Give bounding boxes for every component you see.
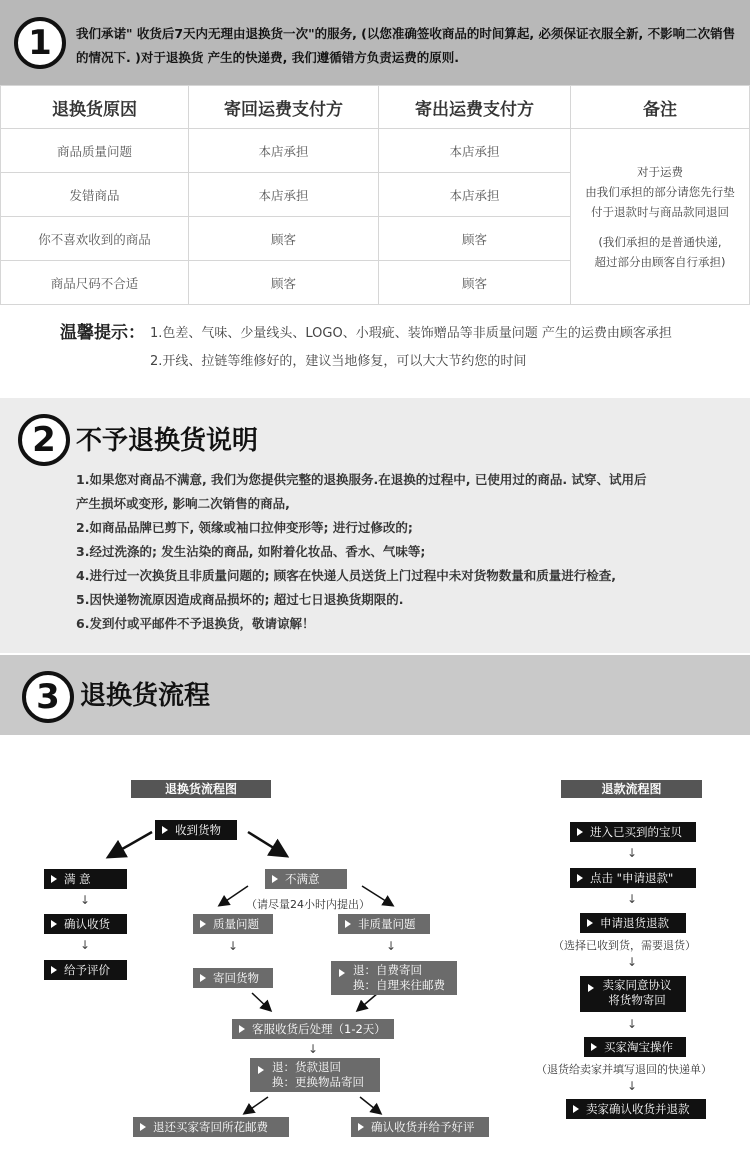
flow-final-right bbox=[351, 1117, 489, 1137]
cell-reason: 商品尺码不合适 bbox=[1, 261, 189, 305]
play-icon bbox=[577, 874, 583, 882]
rule-line: 3.经过洗涤的; 发生沾染的商品, 如附着化妆品、香水、气味等; bbox=[76, 544, 426, 559]
cell-return-payer: 顾客 bbox=[189, 217, 379, 261]
flow-service bbox=[232, 1019, 394, 1039]
down-arrow-icon: ↓ bbox=[80, 938, 91, 952]
rule-line: 1.如果您对商品不满意, 我们为您提供完整的退换服务.在退换的过程中, 已使用过的商品. 试穿、试用后 bbox=[76, 472, 647, 487]
cell-send-payer: 顾客 bbox=[379, 261, 571, 305]
arrow-to-service-left bbox=[252, 993, 270, 1010]
flow-satisfied-label: 满 意 bbox=[64, 872, 91, 886]
flow-chart-title: 退换货流程图 bbox=[131, 780, 271, 798]
down-arrow-icon: ↓ bbox=[627, 955, 638, 969]
refund-note-1: （选择已收到货，需要退货） bbox=[553, 939, 696, 952]
refund-step-4a-label: 卖家同意协议 bbox=[602, 978, 672, 992]
flow-refund-replace bbox=[250, 1058, 380, 1092]
refund-step-1-label: 进入已买到的宝贝 bbox=[590, 825, 682, 839]
arrow-to-unsatisfied bbox=[248, 832, 285, 855]
rule-line: 6.发到付或平邮件不予退换货，敬请谅解！ bbox=[76, 616, 315, 631]
flow-return-exchange bbox=[331, 961, 457, 995]
play-icon bbox=[587, 919, 593, 927]
refund-step-3 bbox=[580, 913, 686, 933]
rule-line: 2.如商品品牌已剪下, 领缘或袖口拉伸变形等; 进行过修改的; bbox=[76, 520, 413, 535]
flow-quality-label: 质量问题 bbox=[213, 917, 259, 931]
down-arrow-icon: ↓ bbox=[228, 939, 239, 953]
play-icon bbox=[51, 875, 57, 883]
play-icon bbox=[140, 1123, 146, 1131]
header-send-shipping: 寄出运费支付方 bbox=[379, 86, 571, 129]
rule-line: 4.进行过一次换货且非质量问题的; 顾客在快递人员送货上门过程中未对货物数量和质量进行检查, bbox=[76, 568, 617, 583]
play-icon bbox=[162, 826, 168, 834]
flow-sendback-label: 寄回货物 bbox=[213, 971, 259, 985]
refund-step-6-label: 卖家确认收货并退款 bbox=[586, 1102, 690, 1116]
cell-reason: 你不喜欢收到的商品 bbox=[1, 217, 189, 261]
header-note: 备注 bbox=[571, 86, 750, 129]
flow-review-label: 给予评价 bbox=[64, 963, 110, 977]
flow-return-line: 退：自费寄回 bbox=[353, 963, 422, 977]
section-number-2: 2 bbox=[18, 414, 70, 466]
play-icon bbox=[51, 966, 57, 974]
play-icon bbox=[239, 1025, 245, 1033]
refund-step-3-label: 申请退货退款 bbox=[600, 916, 669, 930]
cell-send-payer: 顾客 bbox=[379, 217, 571, 261]
play-icon bbox=[258, 1066, 264, 1074]
arrow-to-final-right bbox=[360, 1097, 380, 1113]
refund-step-2-label: 点击 "申请退款" bbox=[590, 871, 674, 885]
flow-final-left-label: 退还买家寄回所花邮费 bbox=[153, 1120, 268, 1134]
play-icon bbox=[358, 1123, 364, 1131]
play-icon bbox=[51, 920, 57, 928]
promise-text: 我们承诺" 收货后7天内无理由退换货一次"的服务, (以您准确签收商品的时间算起, 必须保证衣服全新, 不影响二次销售的情况下. )对于退换货 产生的快递费, 我们遵循错方负责运费的原则. bbox=[76, 26, 736, 65]
note-line: (我们承担的是普通快递, bbox=[598, 234, 722, 249]
play-icon bbox=[588, 984, 594, 992]
play-icon bbox=[577, 828, 583, 836]
refund-step-2 bbox=[570, 868, 696, 888]
down-arrow-icon: ↓ bbox=[386, 939, 397, 953]
cell-reason: 商品质量问题 bbox=[1, 129, 189, 173]
flow-received-label: 收到货物 bbox=[175, 823, 221, 837]
refund-chart-title: 退款流程图 bbox=[561, 780, 702, 798]
refund-step-4 bbox=[580, 976, 686, 1012]
tip-line-1: 1.色差、气味、少量线头、LOGO、小瑕疵、装饰赠品等非质量问题 产生的运费由顾客承担 bbox=[150, 326, 672, 341]
flow-received bbox=[155, 820, 237, 840]
down-arrow-icon: ↓ bbox=[627, 1079, 638, 1093]
refund-step-5-label: 买家淘宝操作 bbox=[604, 1040, 673, 1054]
down-arrow-icon: ↓ bbox=[308, 1042, 319, 1056]
down-arrow-icon: ↓ bbox=[627, 846, 638, 860]
refund-step-6 bbox=[566, 1099, 706, 1119]
flow-satisfied bbox=[44, 869, 127, 889]
arrow-to-quality bbox=[220, 886, 248, 905]
play-icon bbox=[272, 875, 278, 883]
play-icon bbox=[345, 920, 351, 928]
arrow-to-service-right bbox=[358, 993, 378, 1010]
flow-nonquality-label: 非质量问题 bbox=[358, 917, 416, 931]
note-line: 对于运费 bbox=[637, 164, 683, 179]
flow-unsatisfied bbox=[265, 869, 347, 889]
section-3-title: 退换货流程 bbox=[80, 681, 211, 711]
flow-unsatisfied-label: 不满意 bbox=[285, 872, 320, 886]
refund-step-4b-label: 将货物寄回 bbox=[608, 993, 666, 1007]
arrow-to-final-left bbox=[245, 1097, 268, 1113]
rule-line: 5.因快递物流原因造成商品损坏的; 超过七日退换货期限的. bbox=[76, 592, 404, 607]
note-line: 付于退款时与商品款同退回 bbox=[591, 204, 729, 219]
flow-quality bbox=[193, 914, 273, 934]
flow-confirm-label: 确认收货 bbox=[64, 917, 110, 931]
tip-line-2: 2.开线、拉链等维修好的，建议当地修复，可以大大节约您的时间 bbox=[150, 354, 527, 369]
header-reason: 退换货原因 bbox=[1, 86, 189, 129]
note-line: 由我们承担的部分请您先行垫 bbox=[585, 184, 735, 199]
cell-return-payer: 本店承担 bbox=[189, 173, 379, 217]
note-line: 超过部分由顾客自行承担) bbox=[594, 254, 726, 269]
play-icon bbox=[339, 969, 345, 977]
arrow-to-satisfied bbox=[110, 832, 152, 856]
flow-within24: （请尽量24小时内提出） bbox=[246, 898, 370, 911]
tips-label: 温馨提示： bbox=[60, 323, 145, 343]
refund-step-1 bbox=[570, 822, 696, 842]
down-arrow-icon: ↓ bbox=[627, 892, 638, 906]
flow-refund-line: 退：货款退回 bbox=[272, 1060, 341, 1074]
cell-return-payer: 顾客 bbox=[189, 261, 379, 305]
flow-final-right-label: 确认收货并给予好评 bbox=[371, 1120, 475, 1134]
cell-send-payer: 本店承担 bbox=[379, 129, 571, 173]
play-icon bbox=[200, 920, 206, 928]
flow-exchange-line: 换：自理来往邮费 bbox=[353, 978, 445, 992]
flow-final-left bbox=[133, 1117, 289, 1137]
flow-replace-line: 换：更换物品寄回 bbox=[272, 1075, 364, 1089]
section-number-3: 3 bbox=[22, 671, 74, 723]
refund-step-5 bbox=[584, 1037, 686, 1057]
cell-send-payer: 本店承担 bbox=[379, 173, 571, 217]
play-icon bbox=[591, 1043, 597, 1051]
refund-note-2: （退货给卖家并填写退回的快递单） bbox=[536, 1063, 712, 1076]
rule-line: 产生损坏或变形, 影响二次销售的商品, bbox=[76, 496, 290, 511]
flow-nonquality bbox=[338, 914, 430, 934]
header-return-shipping: 寄回运费支付方 bbox=[189, 86, 379, 129]
section-number-1: 1 bbox=[14, 17, 66, 69]
flow-confirm bbox=[44, 914, 127, 934]
down-arrow-icon: ↓ bbox=[627, 1017, 638, 1031]
cell-reason: 发错商品 bbox=[1, 173, 189, 217]
flow-review bbox=[44, 960, 127, 980]
cell-return-payer: 本店承担 bbox=[189, 129, 379, 173]
play-icon bbox=[200, 974, 206, 982]
flow-service-label: 客服收货后处理（1-2天） bbox=[252, 1022, 386, 1036]
section-2-title: 不予退换货说明 bbox=[76, 426, 259, 456]
down-arrow-icon: ↓ bbox=[80, 893, 91, 907]
play-icon bbox=[573, 1105, 579, 1113]
flow-sendback bbox=[193, 968, 273, 988]
